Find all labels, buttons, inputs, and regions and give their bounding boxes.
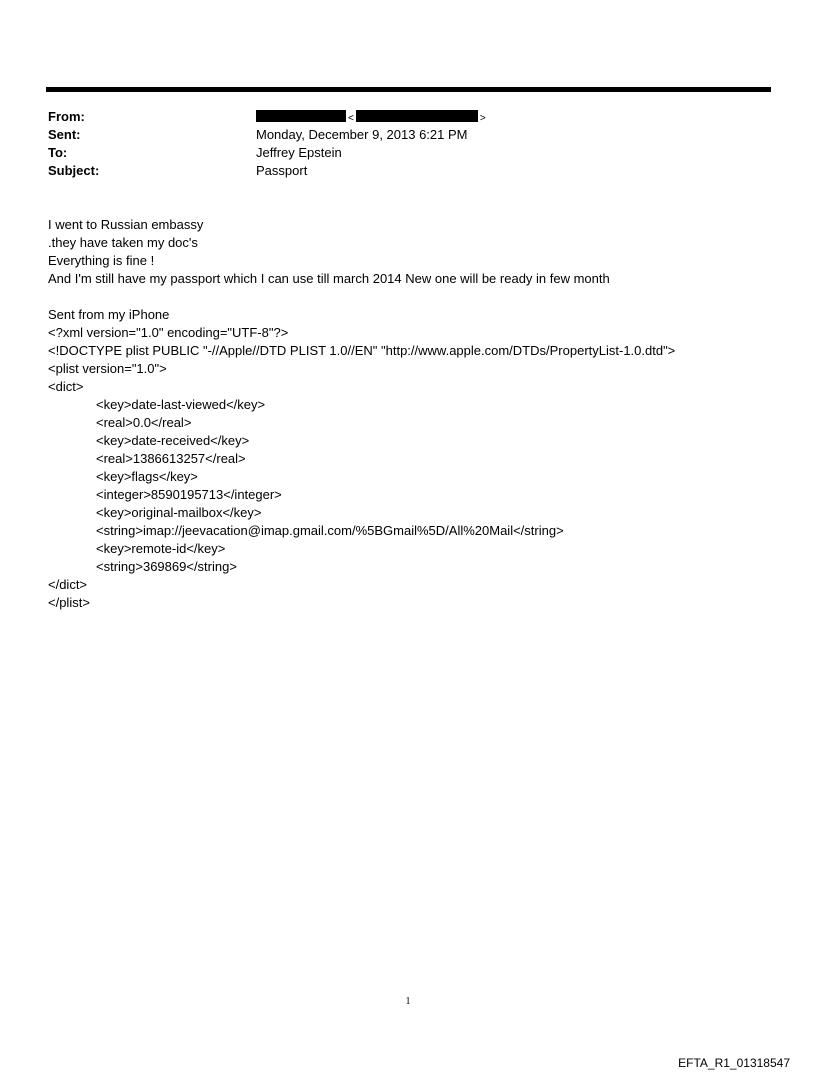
subject-value: Passport [256,163,308,178]
email-header [48,108,488,180]
redacted-sender-email [356,110,478,122]
redacted-sender-name [256,110,346,122]
from-open-bracket: < [348,113,354,124]
plist-open-tag: <plist version="1.0"> [48,361,167,376]
plist-entry: <integer>8590195713</integer> [96,487,282,502]
from-value [256,108,488,126]
dict-open-tag: <dict> [48,379,84,394]
to-label: To: [48,145,68,160]
signature: Sent from my iPhone [48,307,170,322]
message-line: And I'm still have my passport which I can use till march 2014 New one will be ready in few month [48,271,610,286]
page-number: 1 [405,996,411,1007]
dict-close-tag: </dict> [48,577,88,592]
plist-entry: <real>1386613257</real> [96,451,246,466]
subject-label: Subject: [48,163,100,178]
plist-entry: <string>369869</string> [96,559,237,574]
bates-number: EFTA_R1_01318547 [678,1056,790,1070]
from-label: From: [48,109,85,124]
to-value: Jeffrey Epstein [256,145,342,160]
message-line: I went to Russian embassy [48,217,204,232]
plist-entry: <key>remote-id</key> [96,541,226,556]
plist-entry: <key>original-mailbox</key> [96,505,262,520]
plist-entry: <key>date-last-viewed</key> [96,397,266,412]
spacer [48,288,675,306]
subject-row [48,162,488,180]
from-row [48,108,488,126]
plist-close-tag: </plist> [48,595,90,610]
plist-entry: <string>imap://jeevacation@imap.gmail.com/%5BGmail%5D/All%20Mail</string> [96,523,564,538]
from-close-bracket: > [479,113,486,124]
email-body [48,216,675,612]
sent-row [48,126,488,144]
plist-doctype: <!DOCTYPE plist PUBLIC "-//Apple//DTD PLIST 1.0//EN" "http://www.apple.com/DTDs/PropertyList-1.0.dtd"> [48,343,676,358]
message-line: Everything is fine ! [48,253,155,268]
plist-entry: <real>0.0</real> [96,415,192,430]
to-row [48,144,488,162]
plist-entry: <key>flags</key> [96,469,198,484]
sent-label: Sent: [48,127,81,142]
sent-value: Monday, December 9, 2013 6:21 PM [256,127,468,142]
header-rule [46,87,771,92]
message-line: .they have taken my doc's [48,235,198,250]
plist-xml-declaration: <?xml version="1.0" encoding="UTF-8"?> [48,325,289,340]
plist-entry: <key>date-received</key> [96,433,250,448]
